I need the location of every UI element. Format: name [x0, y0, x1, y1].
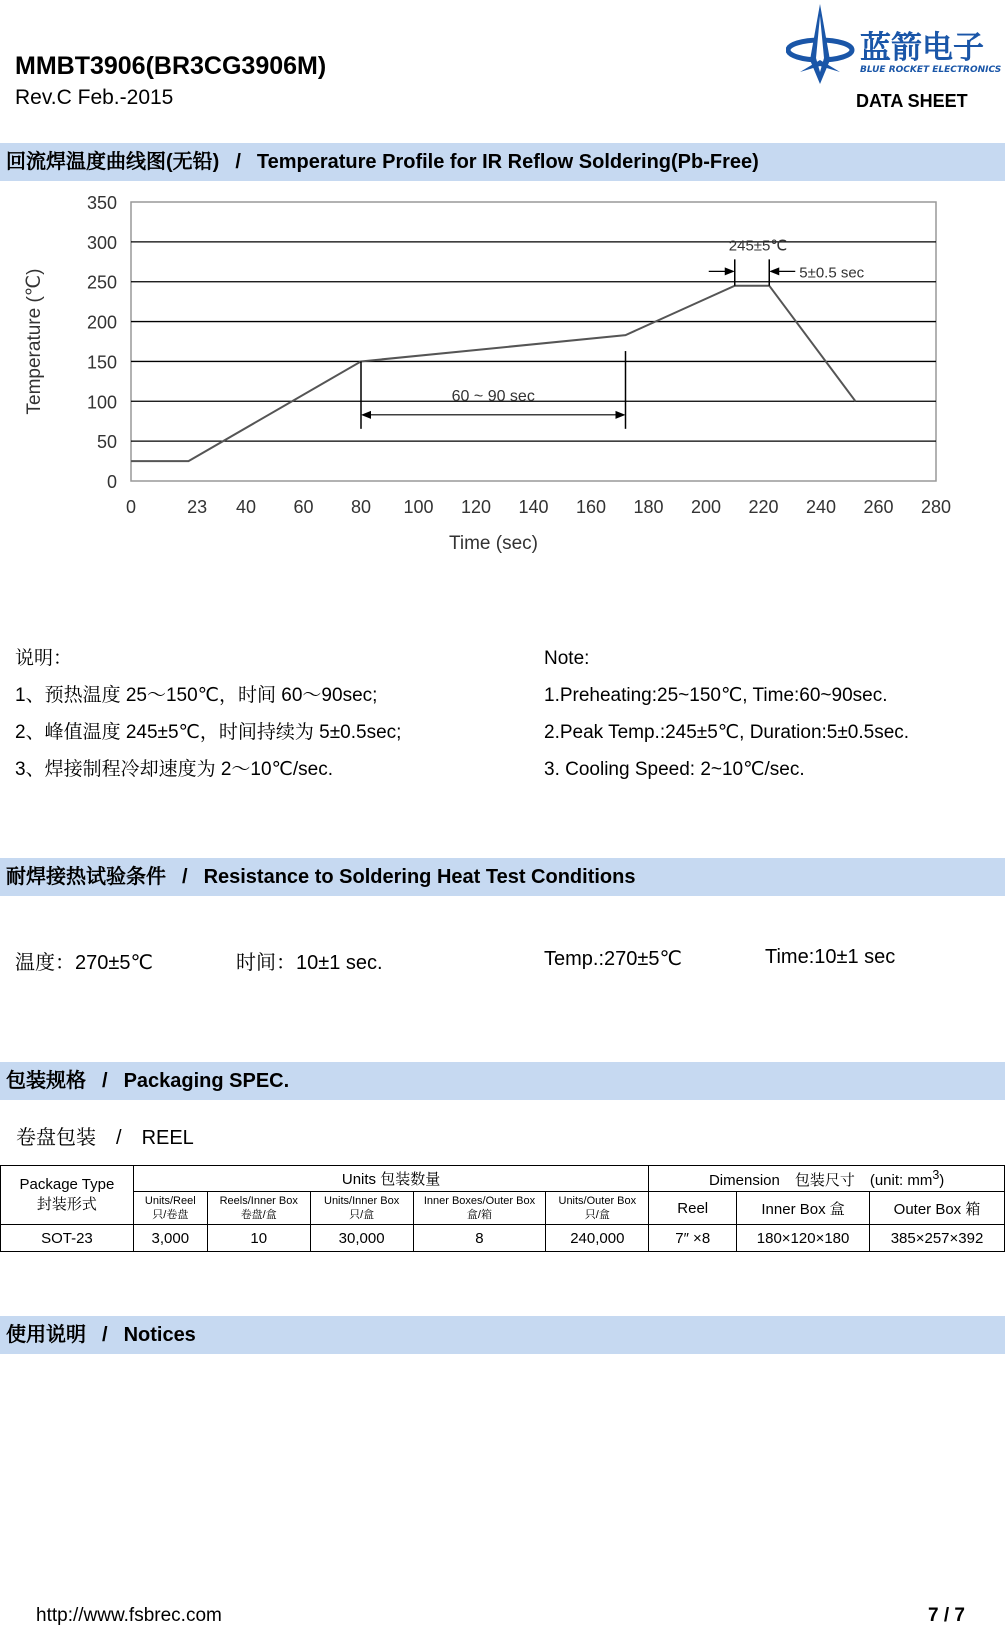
peak-temp-label: 245±5℃ — [728, 237, 788, 255]
table-cell: 8 — [413, 1225, 546, 1252]
x-tick-label: 180 — [633, 497, 664, 517]
title-separator: / — [182, 866, 188, 888]
notices-title-cn: 使用说明 — [6, 1324, 86, 1346]
y-tick-label: 200 — [86, 312, 117, 333]
units-subheader-cn: 只/卷盘 — [152, 1209, 189, 1221]
soak-label: 60 ~ 90 sec — [451, 387, 535, 405]
table-cell: 240,000 — [546, 1225, 649, 1252]
units-subheader — [133, 1192, 207, 1225]
resistance-title-cn: 耐焊接热试验条件 — [6, 866, 166, 888]
units-subheader — [413, 1192, 546, 1225]
doc-type-label: DATA SHEET — [856, 91, 968, 111]
logo-en-text: BLUE ROCKET ELECTRONICS — [860, 65, 1002, 75]
x-tick-label: 100 — [403, 497, 434, 517]
x-tick-label: 120 — [460, 497, 492, 517]
dimension-subheader: Outer Box 箱 — [870, 1192, 1005, 1225]
y-axis-label: Temperature (℃) — [24, 268, 45, 415]
profile-line — [131, 286, 856, 461]
resistance-title-en: Resistance to Soldering Heat Test Conditions — [203, 866, 636, 888]
dimension-subheader: Inner Box 盒 — [737, 1192, 870, 1225]
reflow-profile-chart — [0, 188, 1005, 568]
reflow-title-en: Temperature Profile for IR Reflow Soldering(Pb-Free) — [256, 151, 759, 173]
notes-en-item: 2.Peak Temp.:245±5℃, Duration:5±0.5sec. — [544, 722, 910, 743]
packaging-section-header — [0, 1062, 1005, 1100]
units-subheader-en: Inner Boxes/Outer Box — [423, 1195, 536, 1207]
table-cell: 180×120×180 — [737, 1225, 870, 1252]
dimension-header-text: Dimension 包装尺寸 (unit: mm — [708, 1171, 933, 1189]
reflow-title-cn: 回流焊温度曲线图(无铅) — [6, 151, 220, 173]
reel-label-cn: 卷盘包装 — [16, 1127, 96, 1149]
y-tick-label: 50 — [96, 432, 117, 453]
notes-cn-item: 2、峰值温度 245±5℃，时间持续为 5±0.5sec; — [15, 722, 402, 743]
units-subheader-cn: 卷盘/盒 — [240, 1209, 277, 1221]
table-cell: SOT-23 — [1, 1225, 134, 1252]
units-subheader-en: Units/Reel — [144, 1195, 196, 1207]
y-tick-label: 100 — [86, 392, 117, 413]
company-logo — [786, 2, 1005, 90]
notices-section-header — [0, 1316, 1005, 1354]
reel-label-separator: / — [116, 1127, 122, 1149]
x-axis-label: Time (sec) — [448, 533, 539, 554]
y-tick-label: 250 — [86, 272, 117, 293]
notes-en — [544, 640, 909, 788]
soak-arrowhead — [616, 411, 626, 419]
dimension-subheader: Reel — [649, 1192, 737, 1225]
part-number: MMBT3906(BR3CG3906M) — [15, 52, 327, 80]
package-type-en: Package Type — [19, 1176, 115, 1193]
peak-time-label: 5±0.5 sec — [799, 264, 865, 282]
y-tick-label: 0 — [106, 472, 117, 492]
package-type-cn: 封装形式 — [36, 1196, 97, 1213]
reflow-section-header — [0, 143, 1005, 181]
x-tick-label: 220 — [748, 497, 779, 517]
notes-en-item: 3. Cooling Speed: 2~10℃/sec. — [544, 759, 805, 780]
x-tick-label: 200 — [690, 497, 722, 517]
units-subheader-cn: 盒/箱 — [466, 1209, 492, 1221]
x-tick-label: 60 — [293, 497, 314, 517]
notices-title-en: Notices — [123, 1324, 196, 1346]
resistance-time-en: Time:10±1 sec — [765, 946, 896, 968]
x-tick-label: 240 — [805, 497, 837, 517]
units-subheader-en: Reels/Inner Box — [219, 1195, 298, 1207]
y-tick-label: 150 — [86, 352, 117, 373]
resistance-time-cn: 时间：10±1 sec. — [236, 952, 383, 974]
resistance-temp-en: Temp.:270±5℃ — [544, 948, 682, 970]
table-cell: 10 — [207, 1225, 310, 1252]
packaging-table — [0, 1165, 1005, 1252]
notes-cn-heading: 说明： — [15, 648, 73, 669]
units-subheader-en: Units/Outer Box — [558, 1195, 637, 1207]
page-number: 7 / 7 — [928, 1605, 965, 1626]
notes-cn — [15, 640, 401, 788]
peak-arrowhead — [725, 267, 735, 275]
title-separator: / — [102, 1070, 108, 1092]
units-subheader — [207, 1192, 310, 1225]
resistance-section-header — [0, 858, 1005, 896]
dimension-header — [649, 1166, 1005, 1192]
packaging-title-cn: 包装规格 — [6, 1070, 86, 1092]
reel-label — [16, 1121, 194, 1150]
x-tick-label: 140 — [518, 497, 549, 517]
x-tick-label: 80 — [350, 497, 372, 517]
x-tick-label: 280 — [920, 497, 952, 517]
notes-cn-item: 1、预热温度 25～150℃，时间 60～90sec; — [15, 685, 378, 706]
units-subheader-cn: 只/盒 — [349, 1209, 375, 1221]
x-tick-label: 0 — [125, 497, 137, 517]
table-cell: 3,000 — [133, 1225, 207, 1252]
logo-cn-text: 蓝箭电子 — [860, 30, 984, 66]
soak-arrowhead — [361, 411, 371, 419]
title-separator: / — [102, 1324, 108, 1346]
footer-url: http://www.fsbrec.com — [36, 1605, 222, 1626]
packaging-title-en: Packaging SPEC. — [123, 1070, 290, 1092]
units-subheader-cn: 只/盒 — [584, 1209, 610, 1221]
resistance-temp-cn: 温度：270±5℃ — [15, 952, 153, 974]
table-row — [1, 1225, 1005, 1252]
x-tick-label: 260 — [863, 497, 894, 517]
dimension-header-close: ) — [939, 1171, 945, 1189]
units-header: Units 包装数量 — [133, 1166, 648, 1192]
units-subheader — [310, 1192, 413, 1225]
title-separator: / — [235, 151, 241, 173]
units-subheader-en: Units/Inner Box — [324, 1195, 400, 1207]
dimension-unit-sup: 3 — [932, 1167, 940, 1182]
reel-label-en: REEL — [141, 1127, 194, 1149]
package-type-header — [1, 1166, 134, 1225]
peak-arrowhead — [769, 267, 779, 275]
y-tick-label: 350 — [86, 193, 117, 213]
revision: Rev.C Feb.-2015 — [15, 86, 174, 109]
table-cell: 30,000 — [310, 1225, 413, 1252]
x-tick-label: 23 — [187, 497, 208, 517]
table-cell: 7″ ×8 — [649, 1225, 737, 1252]
notes-en-heading: Note: — [544, 648, 590, 669]
table-cell: 385×257×392 — [870, 1225, 1005, 1252]
units-subheader — [546, 1192, 649, 1225]
notes-en-item: 1.Preheating:25~150℃, Time:60~90sec. — [544, 685, 888, 706]
y-tick-label: 300 — [86, 232, 117, 253]
notes-cn-item: 3、焊接制程冷却速度为 2～10℃/sec. — [15, 759, 334, 780]
x-tick-label: 160 — [575, 497, 607, 517]
x-tick-label: 40 — [235, 497, 257, 517]
plot-frame — [131, 202, 936, 481]
